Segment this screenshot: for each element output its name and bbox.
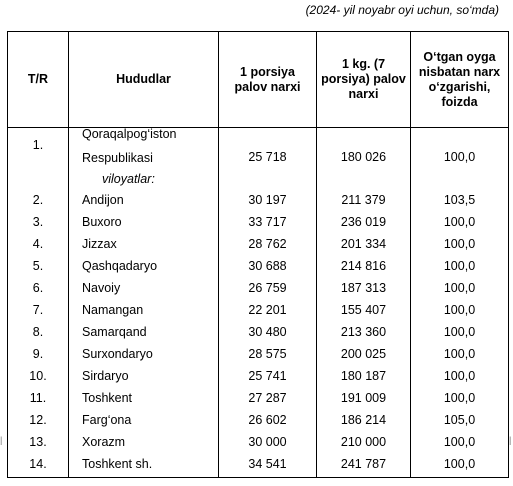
price-change: 100,0 (443, 457, 476, 471)
table-header-row (8, 32, 509, 128)
row-number: 6. (32, 281, 44, 295)
row-number: 2. (32, 193, 44, 207)
header-portion-price: 1 porsiya palov narxi (219, 32, 317, 128)
row-number: 12. (29, 413, 47, 427)
price-change: 100,0 (443, 237, 476, 251)
region-name: Buxoro (82, 215, 122, 229)
portion-price: 28 575 (248, 347, 287, 361)
row-number: 10. (29, 369, 47, 383)
row-number: 8. (32, 325, 44, 339)
header-region: Hududlar (69, 32, 219, 128)
kg-price: 187 313 (340, 281, 387, 295)
portion-price: 33 717 (248, 215, 287, 229)
kg-price: 213 360 (340, 325, 387, 339)
row-number: 9. (32, 347, 44, 361)
price-change: 100,0 (443, 150, 476, 164)
kg-price: 155 407 (340, 303, 387, 317)
table-row (8, 128, 509, 190)
kg-price: 211 379 (341, 193, 386, 207)
price-change: 100,0 (443, 391, 476, 405)
right-margin-mark: | (509, 435, 512, 445)
kg-price: 241 787 (340, 457, 387, 471)
portion-price: 26 602 (248, 413, 287, 427)
kg-price: 210 000 (340, 435, 387, 449)
header-kg-price: 1 kg. (7 porsiya) palov narxi (317, 32, 411, 128)
kg-price: 236 019 (340, 215, 387, 229)
price-change: 105,0 (443, 413, 476, 427)
row-number: 1. (32, 138, 44, 152)
row-number: 4. (32, 237, 44, 251)
price-change: 100,0 (443, 281, 476, 295)
region-name: Toshkent (82, 391, 133, 405)
portion-price: 30 000 (248, 435, 287, 449)
palov-price-table (7, 31, 509, 478)
price-change: 100,0 (443, 259, 476, 273)
price-change: 103,5 (443, 193, 476, 207)
table-body-rows (8, 189, 509, 478)
price-change: 100,0 (443, 369, 476, 383)
portion-price: 22 201 (248, 303, 287, 317)
region-name-line1: Qoraqalpog‘iston (82, 127, 177, 141)
kg-price: 191 009 (340, 391, 387, 405)
region-name: Toshkent sh. (82, 457, 153, 471)
region-name-line2: Respublikasi (82, 151, 153, 165)
portion-price: 25 741 (248, 369, 287, 383)
row-number: 14. (29, 457, 47, 471)
region-name: Xorazm (82, 435, 126, 449)
region-name: Samarqand (82, 325, 147, 339)
region-name: Jizzax (82, 237, 117, 251)
region-name: Namangan (82, 303, 144, 317)
header-change: O‘tgan oyga nisbatan narx o‘zgarishi, foizda (411, 32, 509, 128)
header-tr: T/R (8, 32, 69, 128)
region-name: Sirdaryo (82, 369, 129, 383)
table-caption: (2024- yil noyabr oyi uchun, so‘mda) (305, 3, 499, 17)
row-number: 13. (29, 435, 47, 449)
row-number: 7. (32, 303, 44, 317)
region-name: Andijon (82, 193, 124, 207)
portion-price: 30 197 (248, 193, 287, 207)
region-name: Farg‘ona (82, 413, 132, 427)
portion-price: 30 688 (248, 259, 287, 273)
region-name: Qashqadaryo (82, 259, 158, 273)
row-number: 3. (32, 215, 44, 229)
price-change: 100,0 (443, 347, 476, 361)
portion-price: 27 287 (248, 391, 287, 405)
kg-price: 214 816 (340, 259, 387, 273)
price-change: 100,0 (443, 215, 476, 229)
row-number: 5. (32, 259, 44, 273)
region-name: Surxondaryo (82, 347, 153, 361)
left-margin-mark: | (0, 435, 3, 445)
price-change: 100,0 (443, 303, 476, 317)
portion-price: 26 759 (248, 281, 287, 295)
portion-price: 25 718 (248, 150, 287, 164)
kg-price: 200 025 (340, 347, 387, 361)
region-name: Navoiy (82, 281, 121, 295)
price-change: 100,0 (443, 325, 476, 339)
kg-price: 186 214 (340, 413, 387, 427)
price-change: 100,0 (443, 435, 476, 449)
row-number: 11. (29, 391, 47, 405)
portion-price: 34 541 (248, 457, 287, 471)
sub-label: viloyatlar: (102, 172, 155, 186)
portion-price: 28 762 (248, 237, 287, 251)
portion-price: 30 480 (248, 325, 287, 339)
kg-price: 180 187 (340, 369, 387, 383)
kg-price: 180 026 (340, 150, 387, 164)
kg-price: 201 334 (340, 237, 387, 251)
